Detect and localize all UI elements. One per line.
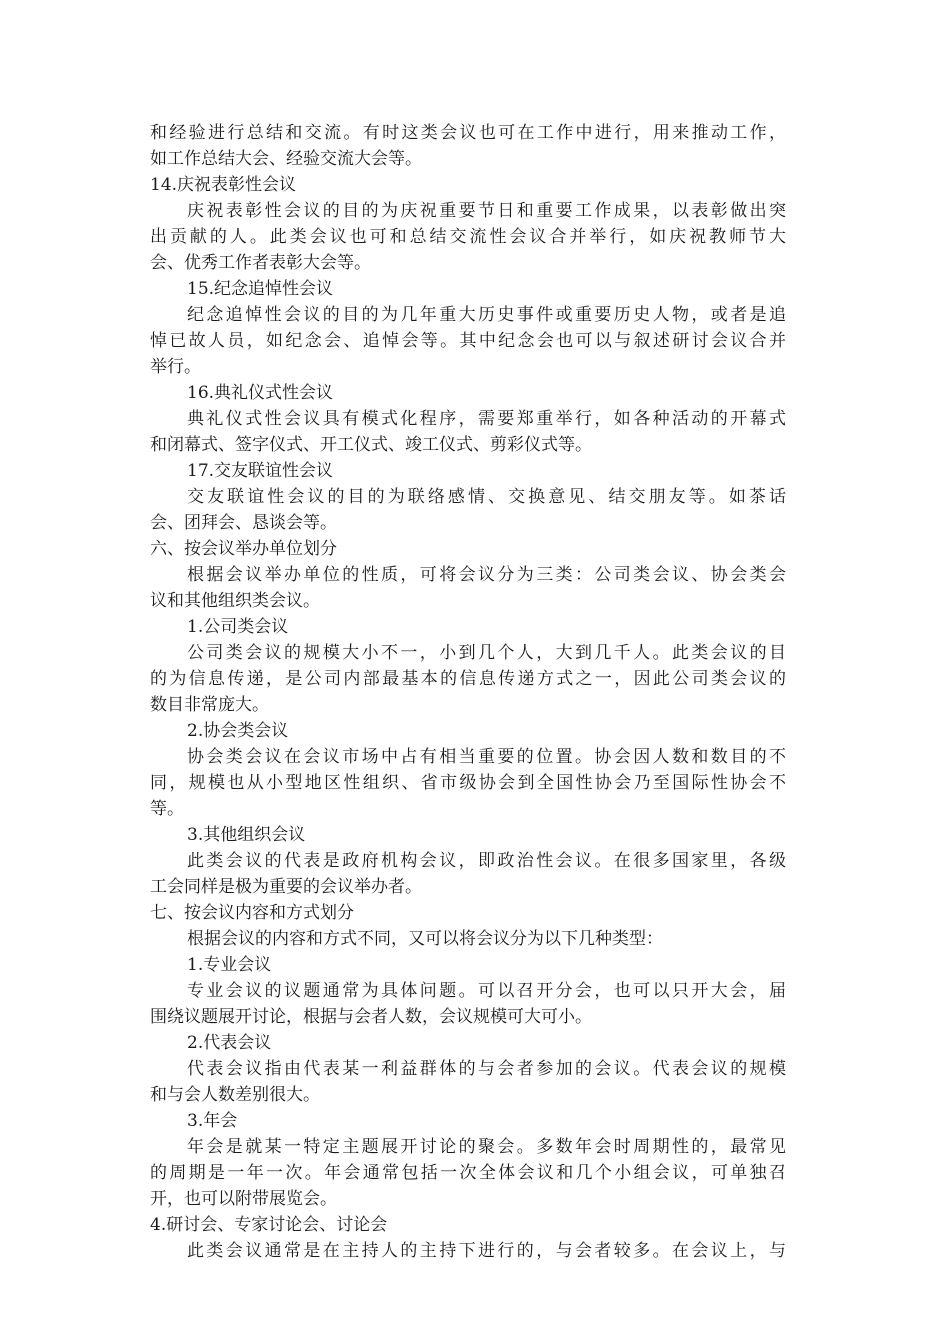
text-line: 的周期是一年一次。年会通常包括一次全体会议和几个小组会议，可单独召 xyxy=(150,1163,786,1183)
text-line: 年会是就某一特定主题展开讨论的聚会。多数年会时周期性的，最常见 xyxy=(187,1137,786,1157)
text-line: 专业会议的议题通常为具体问题。可以召开分会，也可以只开大会，届 xyxy=(187,981,786,1001)
text-line: 会、优秀工作者表彰大会等。 xyxy=(150,253,371,273)
text-line: 1.专业会议 xyxy=(187,955,272,975)
text-line: 围绕议题展开讨论，根据与会者人数，会议规模可大可小。 xyxy=(150,1007,592,1027)
text-line: 和经验进行总结和交流。有时这类会议也可在工作中进行，用来推动工作， xyxy=(150,123,786,143)
text-line: 和闭幕式、签字仪式、开工仪式、竣工仪式、剪彩仪式等。 xyxy=(150,435,592,455)
document-body xyxy=(150,120,786,1264)
text-line: 4.研讨会、专家讨论会、讨论会 xyxy=(150,1215,388,1235)
text-line: 1.公司类会议 xyxy=(187,617,289,637)
text-line: 代表会议指由代表某一利益群体的与会者参加的会议。代表会议的规模 xyxy=(187,1059,786,1079)
text-line: 数目非常庞大。 xyxy=(150,695,269,715)
text-line: 协会类会议在会议市场中占有相当重要的位置。协会因人数和数目的不 xyxy=(187,747,786,767)
text-line: 工会同样是极为重要的会议举办者。 xyxy=(150,877,422,897)
text-line: 15.纪念追悼性会议 xyxy=(187,279,334,299)
text-line: 16.典礼仪式性会议 xyxy=(187,383,334,403)
text-line: 3.年会 xyxy=(187,1111,238,1131)
text-line: 根据会议的内容和方式不同，又可以将会议分为以下几种类型： xyxy=(187,929,663,949)
text-line: 出贡献的人。此类会议也可和总结交流性会议合并举行，如庆祝教师节大 xyxy=(150,227,786,247)
text-line: 会、团拜会、恳谈会等。 xyxy=(150,513,337,533)
text-line: 2.协会类会议 xyxy=(187,721,289,741)
text-line: 17.交友联谊性会议 xyxy=(187,461,334,481)
text-line: 2.代表会议 xyxy=(187,1033,272,1053)
text-line: 纪念追悼性会议的目的为几年重大历史事件或重要历史人物，或者是追 xyxy=(187,305,786,325)
text-line: 如工作总结大会、经验交流大会等。 xyxy=(150,149,422,169)
text-line: 举行。 xyxy=(150,357,201,377)
text-line: 典礼仪式性会议具有模式化程序，需要郑重举行，如各种活动的开幕式 xyxy=(187,409,786,429)
text-line: 悼已故人员，如纪念会、追悼会等。其中纪念会也可以与叙述研讨会议合并 xyxy=(150,331,786,351)
text-line: 和与会人数差别很大。 xyxy=(150,1085,320,1105)
text-line: 庆祝表彰性会议的目的为庆祝重要节日和重要工作成果，以表彰做出突 xyxy=(187,201,786,221)
text-line: 14.庆祝表彰性会议 xyxy=(150,175,297,195)
text-line: 交友联谊性会议的目的为联络感情、交换意见、结交朋友等。如茶话 xyxy=(187,487,786,507)
text-line: 根据会议举办单位的性质，可将会议分为三类：公司类会议、协会类会 xyxy=(187,565,786,585)
text-line: 七、按会议内容和方式划分 xyxy=(150,903,354,923)
text-line: 开，也可以附带展览会。 xyxy=(150,1189,337,1209)
text-line: 同，规模也从小型地区性组织、省市级协会到全国性协会乃至国际性协会不 xyxy=(150,773,786,793)
text-line: 此类会议的代表是政府机构会议，即政治性会议。在很多国家里，各级 xyxy=(187,851,786,871)
text-line: 议和其他组织类会议。 xyxy=(150,591,320,611)
text-line: 六、按会议举办单位划分 xyxy=(150,539,337,559)
text-line: 此类会议通常是在主持人的主持下进行的，与会者较多。在会议上，与 xyxy=(187,1241,786,1261)
text-line: 3.其他组织会议 xyxy=(187,825,306,845)
text-line: 等。 xyxy=(150,799,184,819)
text-line: 的为信息传递，是公司内部最基本的信息传递方式之一，因此公司类会议的 xyxy=(150,669,786,689)
text-line: 公司类会议的规模大小不一，小到几个人，大到几千人。此类会议的目 xyxy=(187,643,786,663)
